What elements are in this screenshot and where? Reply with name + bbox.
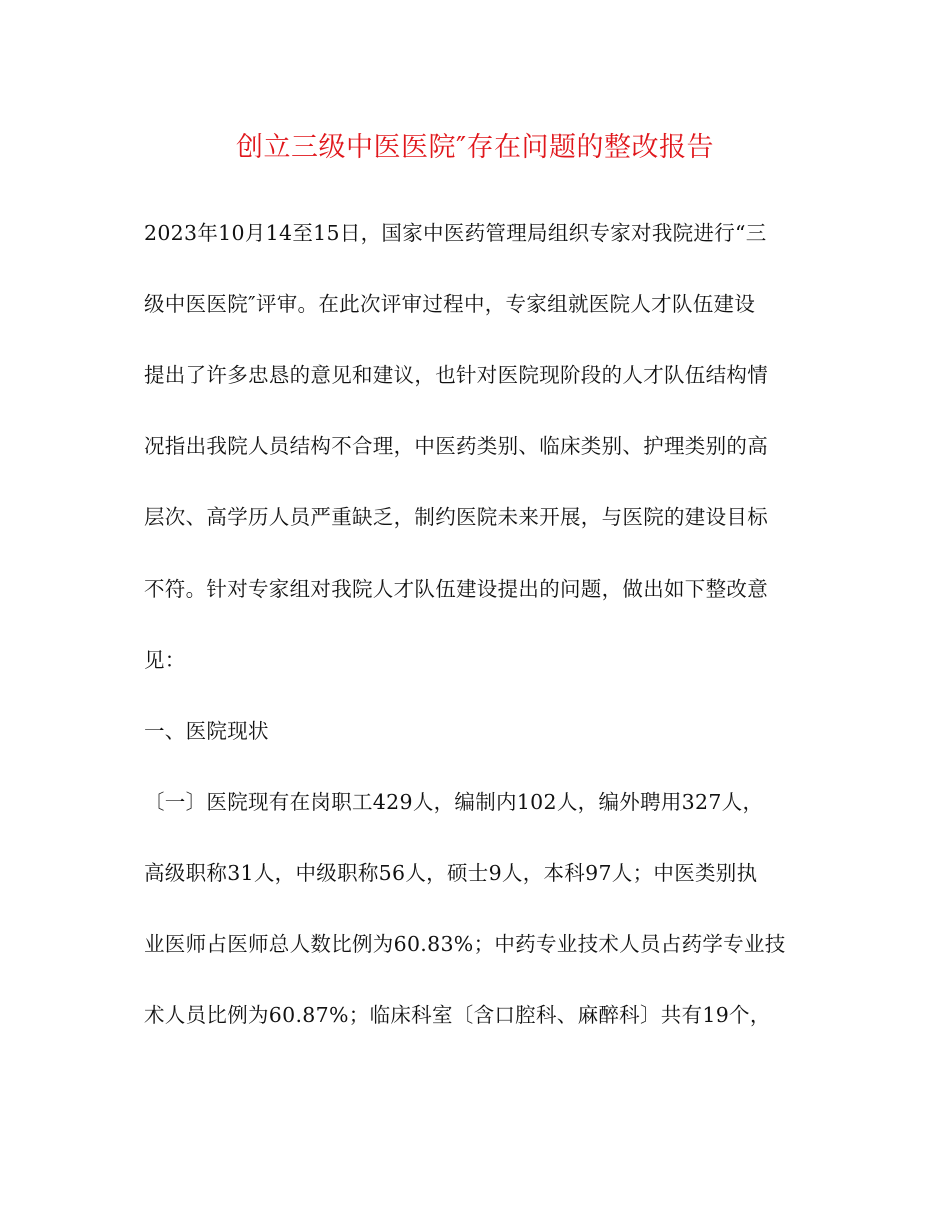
body-line: 级中医医院″评审。在此次评审过程中，专家组就医院人才队伍建设: [144, 292, 756, 316]
body-line: 提出了许多忠恳的意见和建议，也针对医院现阶段的人才队伍结构情: [144, 363, 768, 387]
body-line: 见：: [144, 648, 186, 672]
body-line: 不符。针对专家组对我院人才队伍建设提出的问题，做出如下整改意: [144, 577, 768, 601]
body-line: 况指出我院人员结构不合理，中医药类别、临床类别、护理类别的高: [144, 434, 768, 458]
body-line: 高级职称31人，中级职称56人，硕士9人，本科97人；中医类别执: [144, 861, 758, 885]
body-line: 术人员比例为60.87%；临床科室〔含口腔科、麻醉科〕共有19个，: [144, 1003, 771, 1027]
document-title: 创立三级中医医院″存在问题的整改报告: [235, 132, 715, 163]
body-line: 〔一〕医院现有在岗职工429人，编制内102人，编外聘用327人，: [144, 790, 764, 814]
body-line: 2023年10月14至15日，国家中医药管理局组织专家对我院进行“三: [144, 221, 767, 245]
section-heading: 一、医院现状: [144, 719, 269, 743]
body-line: 层次、高学历人员严重缺乏，制约医院未来开展，与医院的建设目标: [144, 505, 768, 529]
body-line: 业医师占医师总人数比例为60.83%；中药专业技术人员占药学专业技: [144, 932, 786, 956]
